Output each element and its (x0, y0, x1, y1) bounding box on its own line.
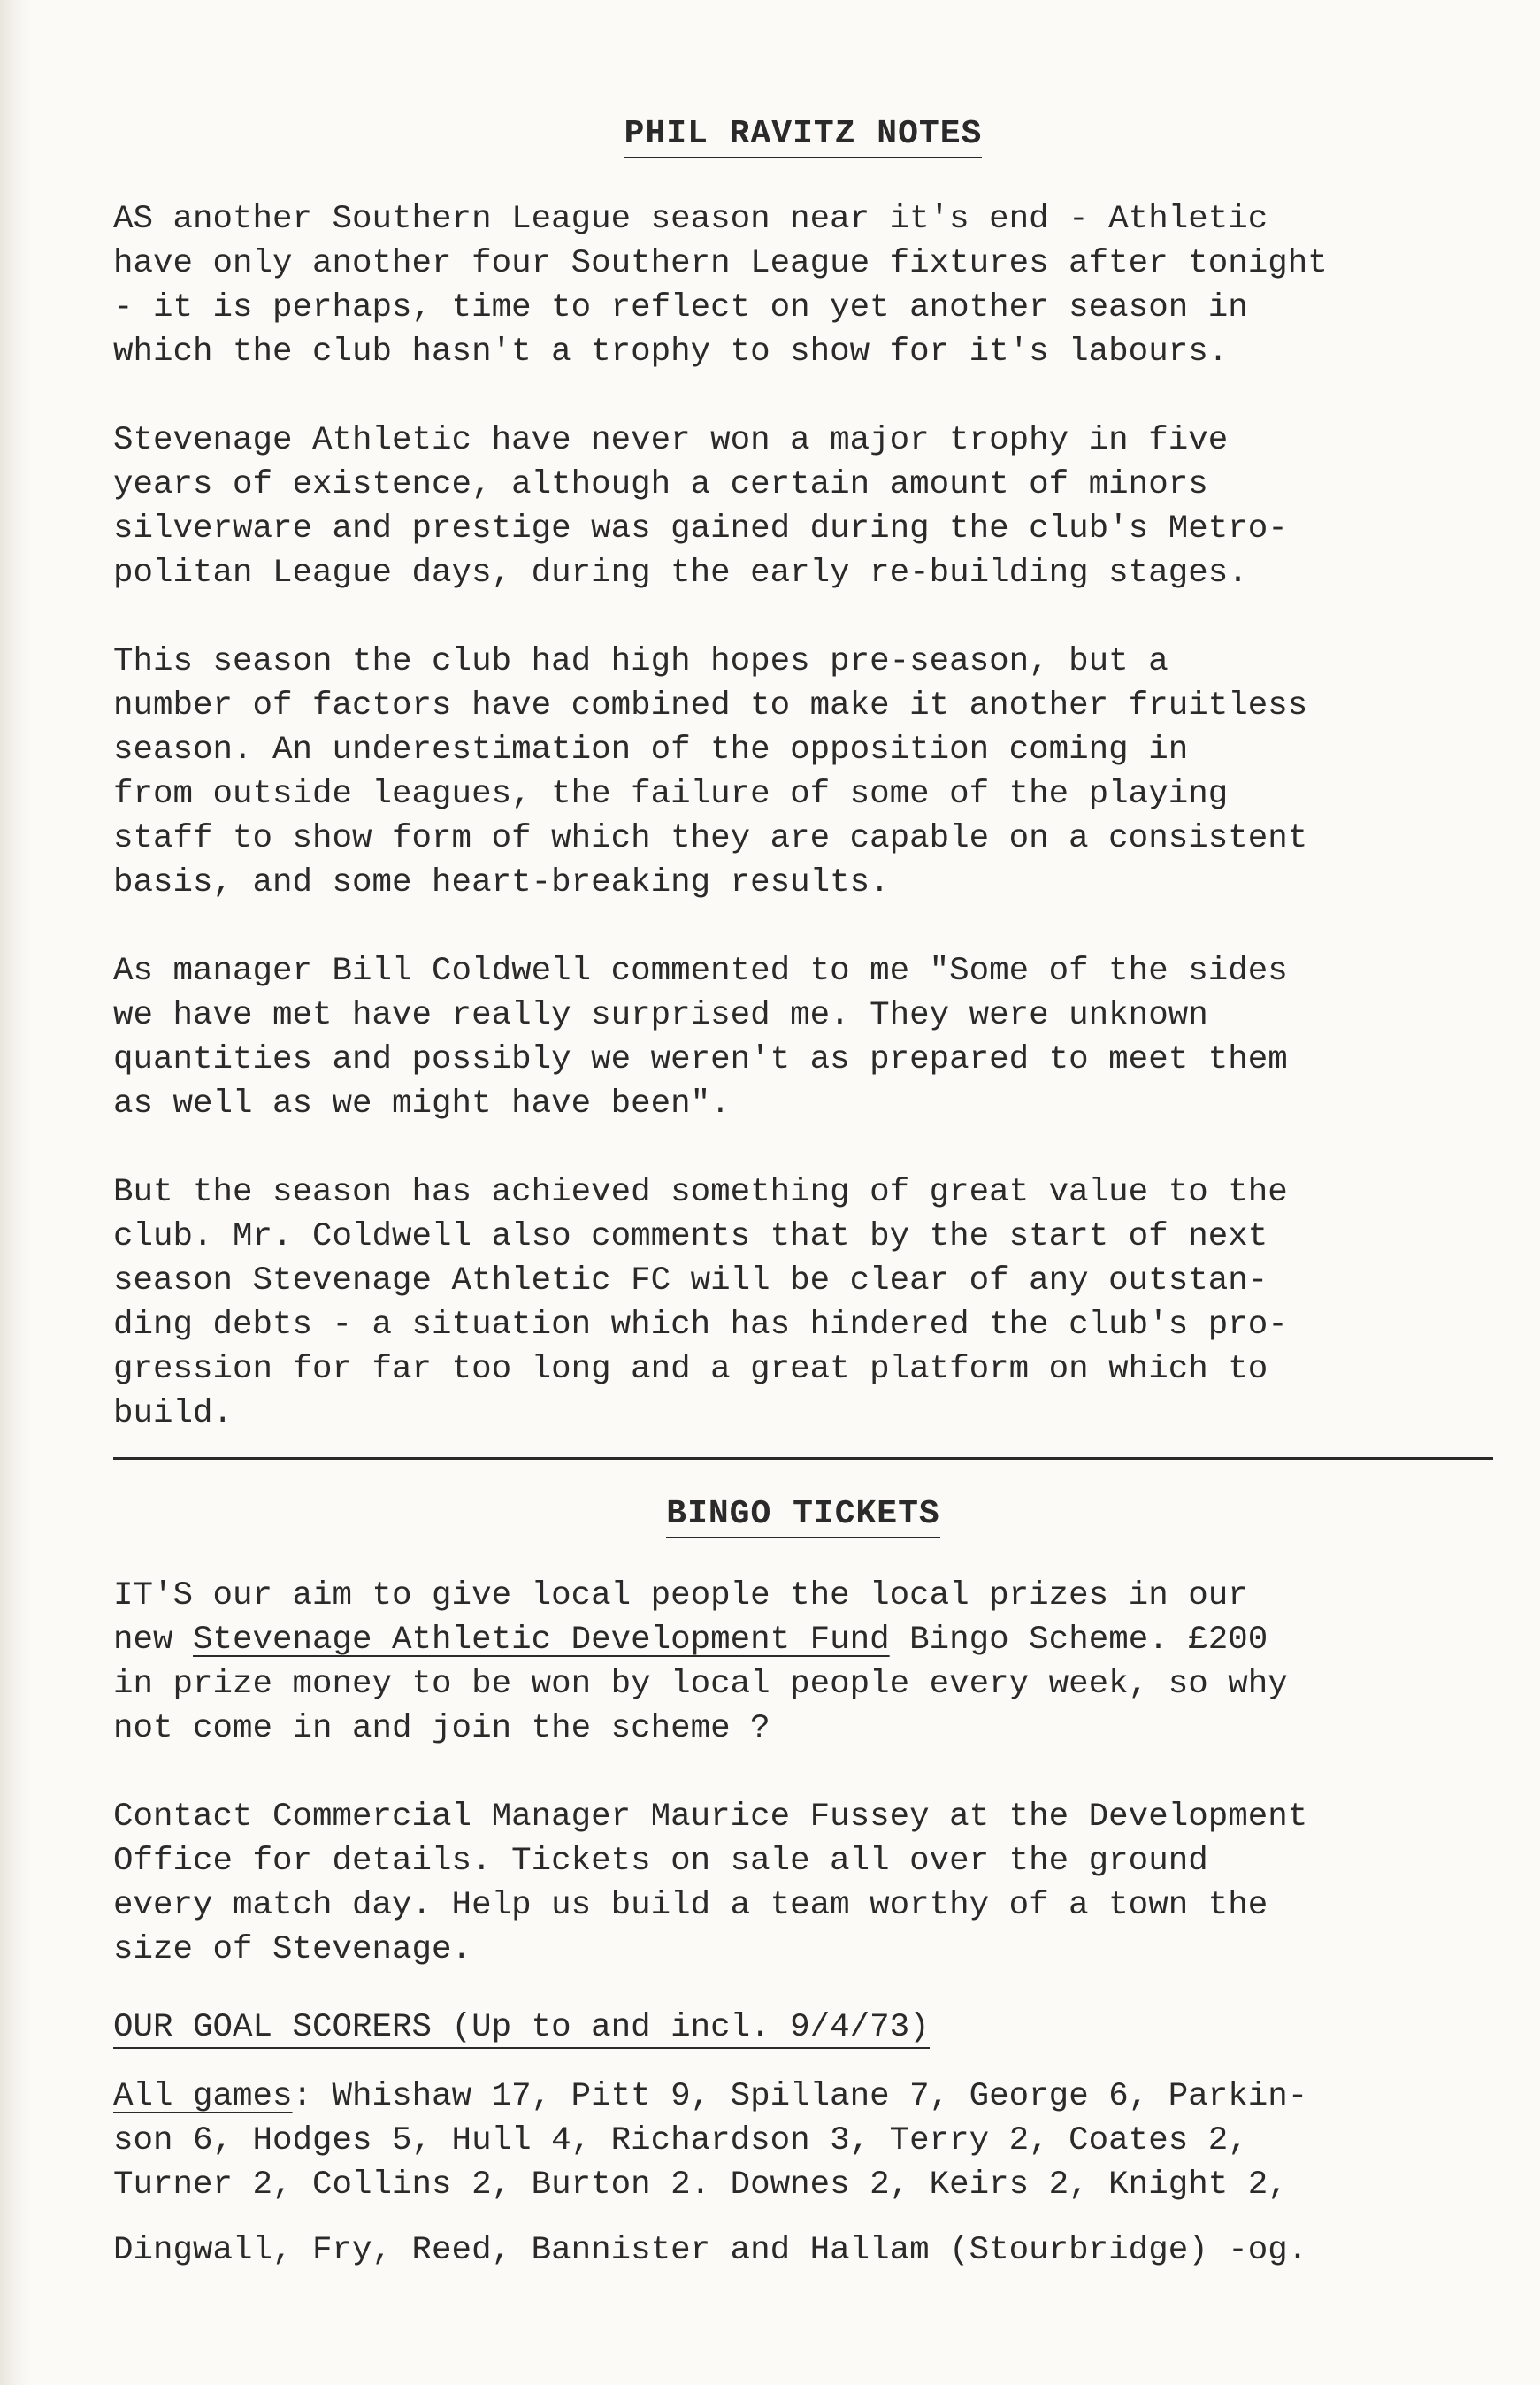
page (113, 115, 1493, 2273)
section-divider (113, 1457, 1493, 1460)
bingo-paragraph-2: Contact Commercial Manager Maurice Fussey at the Development Office for details. Tickets on sale all over the ground every match day. Help us build a team worthy of a town the size of Stevenage. (113, 1798, 1308, 1968)
ravitz-notes-heading: PHIL RAVITZ NOTES (113, 115, 1493, 158)
scorers-entries: : Whishaw 17, Pitt 9, Spillane 7, George 6, Parkin- son 6, Hodges 5, Hull 4, Richardson 3, Terry 2, Coates 2, Turner 2, Collins 2, Burton 2. Downes 2, Keirs 2, Knight 2, (113, 2078, 1308, 2204)
ravitz-paragraph-3: This season the club had high hopes pre-season, but a number of factors have combined to make it another fruitless season. An underestimation of the opposition coming in from outside leagues, the failure of some of the playing staff to show form of which they are capable on a consistent basis, and some heart-breaking results. (113, 643, 1308, 901)
ravitz-paragraph-2: Stevenage Athletic have never won a major trophy in five years of existence, although a certain amount of minors silverware and prestige was gained during the club's Metro- politan League days, during the early re-building stages. (113, 422, 1288, 592)
ravitz-paragraph-1: AS another Southern League season near it's end - Athletic have only another four Southern League fixtures after tonight - it is perhaps, time to reflect on yet another season in which the club hasn't a trophy to show for it's labours. (113, 201, 1328, 371)
ravitz-paragraph-5: But the season has achieved something of great value to the club. Mr. Coldwell also comments that by the start of next season Stevenage Athletic FC will be clear of any outstan- ding debts - a situation which has hindered the club's pro- gression for far too long and a great platform on which to build. (113, 1174, 1288, 1432)
bingo-prize-text: Bingo Scheme. £200 in prize money to be won by local people every week, so why not come in and join the scheme ? (113, 1622, 1288, 1747)
goal-scorers-heading: OUR GOAL SCORERS (Up to and incl. 9/4/73) (113, 2005, 1493, 2050)
all-games-label: All games (113, 2078, 293, 2115)
bingo-tickets-heading: BINGO TICKETS (113, 1495, 1493, 1538)
development-fund-name: Stevenage Athletic Development Fund (193, 1622, 890, 1659)
goal-scorers-last-line: Dingwall, Fry, Reed, Bannister and Hallam (Stourbridge) -og. (113, 2232, 1308, 2269)
ravitz-paragraph-4: As manager Bill Coldwell commented to me "Some of the sides we have met have really surprised me. They were unknown quantities and possibly we weren't as prepared to meet them as well as we might have been". (113, 953, 1288, 1123)
goal-scorers-list (113, 2074, 1493, 2207)
bingo-paragraph-1 (113, 1574, 1493, 1751)
bingo-intro-text: IT'S our aim to give local people the local prizes in our new (113, 1577, 1248, 1659)
paper-edge (0, 0, 30, 2385)
